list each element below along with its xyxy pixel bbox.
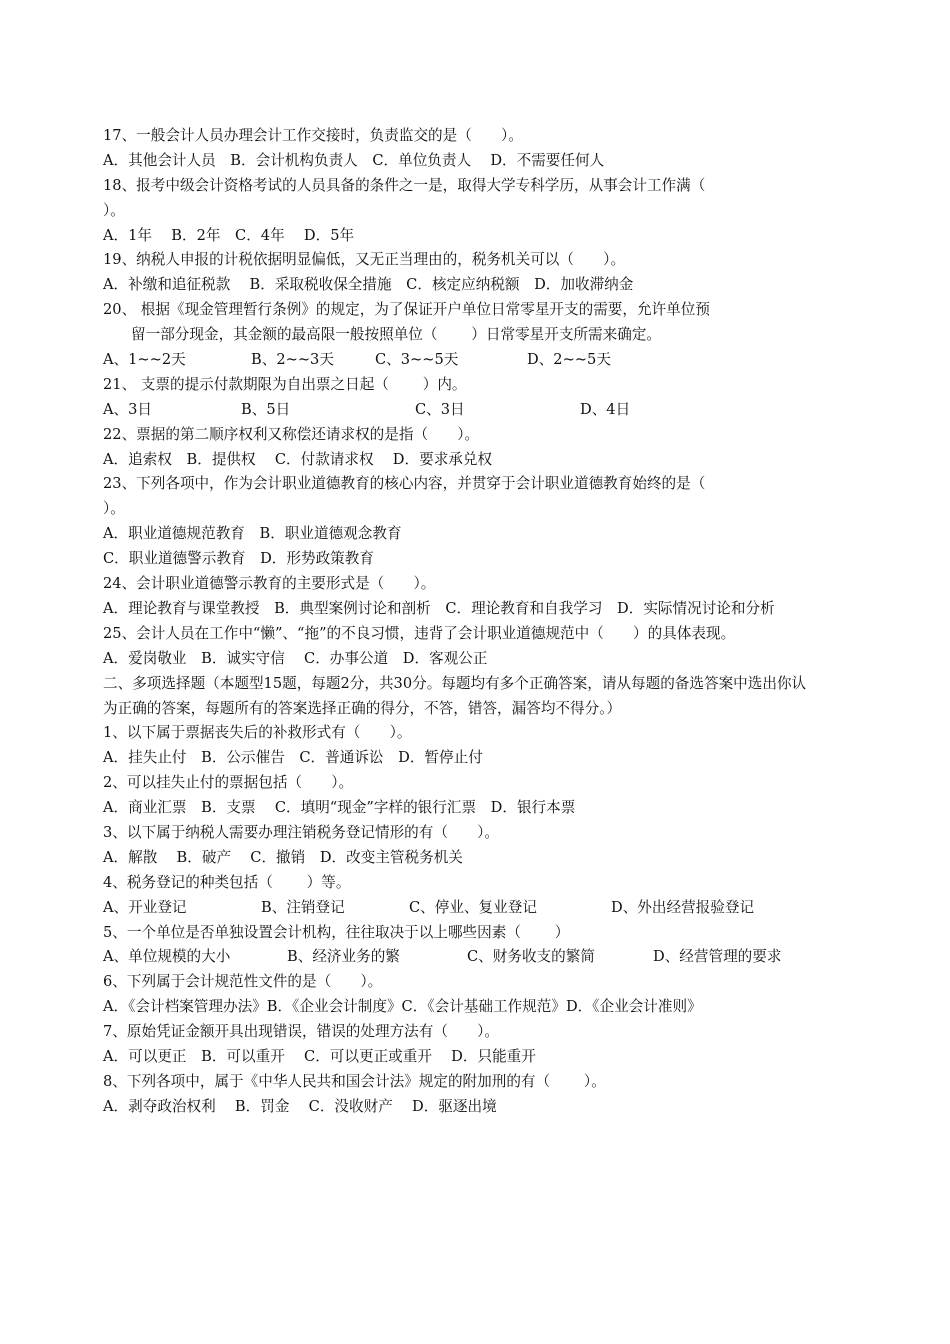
q23-options-ab: A．职业道德规范教育 B．职业道德观念教育	[103, 525, 402, 543]
m4-option-d: D、外出经营报验登记	[611, 898, 755, 916]
q21-option-b: B、5日	[241, 400, 291, 418]
q21-option-a: A、3日	[103, 400, 153, 418]
m5-option-c: C、财务收支的繁简	[467, 948, 595, 966]
m3-options: A．解散 B．破产 C．撤销 D．改变主管税务机关	[103, 848, 463, 866]
q20-text: 20、 根据《现金管理暂行条例》的规定，为了保证开户单位日常零星开支的需要，允许单位预	[103, 301, 710, 319]
q24-options: A．理论教育与课堂教授 B．典型案例讨论和剖析 C．理论教育和自我学习 D．实际情况讨论和分析	[103, 599, 775, 617]
m4-options	[103, 896, 808, 921]
m1-options: A．挂失止付 B．公示催告 C．普通诉讼 D．暂停止付	[103, 749, 483, 767]
q24-text: 24、会计职业道德警示教育的主要形式是（ ）。	[103, 575, 436, 593]
q20-options	[103, 348, 808, 373]
m6-options: A．《会计档案管理办法》B．《企业会计制度》C．《会计基础工作规范》D．《企业会计准则》	[103, 998, 702, 1016]
m6-text: 6、下列属于会计规范性文件的是（ ）。	[103, 973, 383, 991]
q20-option-d: D、2~~5天	[527, 351, 611, 369]
m5-option-b: B、经济业务的繁	[287, 948, 400, 966]
m4-option-a: A、开业登记	[103, 898, 187, 916]
q18-text-cont: ）。	[103, 201, 125, 219]
q23-options-cd: C．职业道德警示教育 D．形势政策教育	[103, 550, 374, 568]
q18-options: A．1年 B．2年 C．4年 D．5年	[103, 226, 355, 244]
m4-option-b: B、注销登记	[261, 898, 345, 916]
q21-text: 21、 支票的提示付款期限为自出票之日起（ ）内。	[103, 375, 467, 393]
m8-text: 8、下列各项中，属于《中华人民共和国会计法》规定的附加刑的有（ ）。	[103, 1072, 606, 1090]
m3-text: 3、以下属于纳税人需要办理注销税务登记情形的有（ ）。	[103, 824, 500, 841]
q19-text: 19、纳税人申报的计税依据明显偏低，又无正当理由的，税务机关可以（ ）。	[103, 251, 626, 269]
q17-text: 17、一般会计人员办理会计工作交接时，负责监交的是（ ）。	[103, 127, 523, 144]
m5-text: 5、一个单位是否单独设置会计机构，往往取决于以上哪些因素（ ）	[103, 923, 570, 941]
exam-text	[103, 124, 808, 1120]
q20-option-c: C、3~~5天	[375, 351, 459, 369]
q22-text: 22、票据的第二顺序权利又称偿还请求权的是指（ ）。	[103, 425, 480, 443]
m1-text: 1、以下属于票据丧失后的补救形式有（ ）。	[103, 724, 412, 742]
q17-options: A．其他会计人员 B．会计机构负责人 C．单位负责人 D．不需要任何人	[103, 151, 605, 169]
m4-option-c: C、停业、复业登记	[409, 898, 537, 916]
q21-option-d: D、4日	[580, 400, 631, 418]
m4-text: 4、税务登记的种类包括（ ）等。	[103, 873, 351, 891]
q20-option-b: B、2~~3天	[251, 351, 334, 369]
m7-text: 7、原始凭证金额开具出现错误，错误的处理方法有（ ）。	[103, 1023, 500, 1041]
m8-options: A．剥夺政治权利 B．罚金 C．没收财产 D．驱逐出境	[103, 1097, 497, 1115]
q21-option-c: C、3日	[415, 400, 465, 418]
q18-text: 18、报考中级会计资格考试的人员具备的条件之一是，取得大学专科学历，从事会计工作满（	[103, 176, 706, 194]
q25-options: A．爱岗敬业 B．诚实守信 C．办事公道 D．客观公正	[103, 649, 488, 667]
q22-options: A．追索权 B．提供权 C．付款请求权 D．要求承兑权	[103, 450, 493, 468]
q20-option-a: A、1~~2天	[103, 351, 186, 369]
m2-text: 2、可以挂失止付的票据包括（ ）。	[103, 774, 354, 792]
m5-option-d: D、经营管理的要求	[653, 948, 782, 966]
q21-options	[103, 398, 808, 423]
q19-options: A．补缴和追征税款 B．采取税收保全措施 C．核定应纳税额 D．加收滞纳金	[103, 276, 634, 294]
section-2-heading: 二、多项选择题（本题型15题，每题2分，共30分。每题均有多个正确答案，请从每题的备选答案中选出你认为正确的答案，每题所有的答案选择正确的得分，不答，错答，漏答均不得分。）	[103, 674, 807, 717]
q20-text-cont: 留一部分现金，其金额的最高限一般按照单位（ ）日常零星开支所需来确定。	[131, 326, 662, 344]
q23-text-cont: ）。	[103, 500, 125, 518]
q23-text: 23、下列各项中，作为会计职业道德教育的核心内容，并贯穿于会计职业道德教育始终的是（	[103, 475, 706, 493]
q25-text: 25、会计人员在工作中“懒”、“拖”的不良习惯，违背了会计职业道德规范中（ ）的具体表现。	[103, 624, 736, 642]
m2-options: A．商业汇票 B．支票 C．填明“现金”字样的银行汇票 D．银行本票	[103, 799, 576, 817]
m5-options	[103, 945, 808, 970]
m7-options: A．可以更正 B．可以重开 C．可以更正或重开 D．只能重开	[103, 1048, 536, 1066]
m5-option-a: A、单位规模的大小	[103, 948, 231, 966]
